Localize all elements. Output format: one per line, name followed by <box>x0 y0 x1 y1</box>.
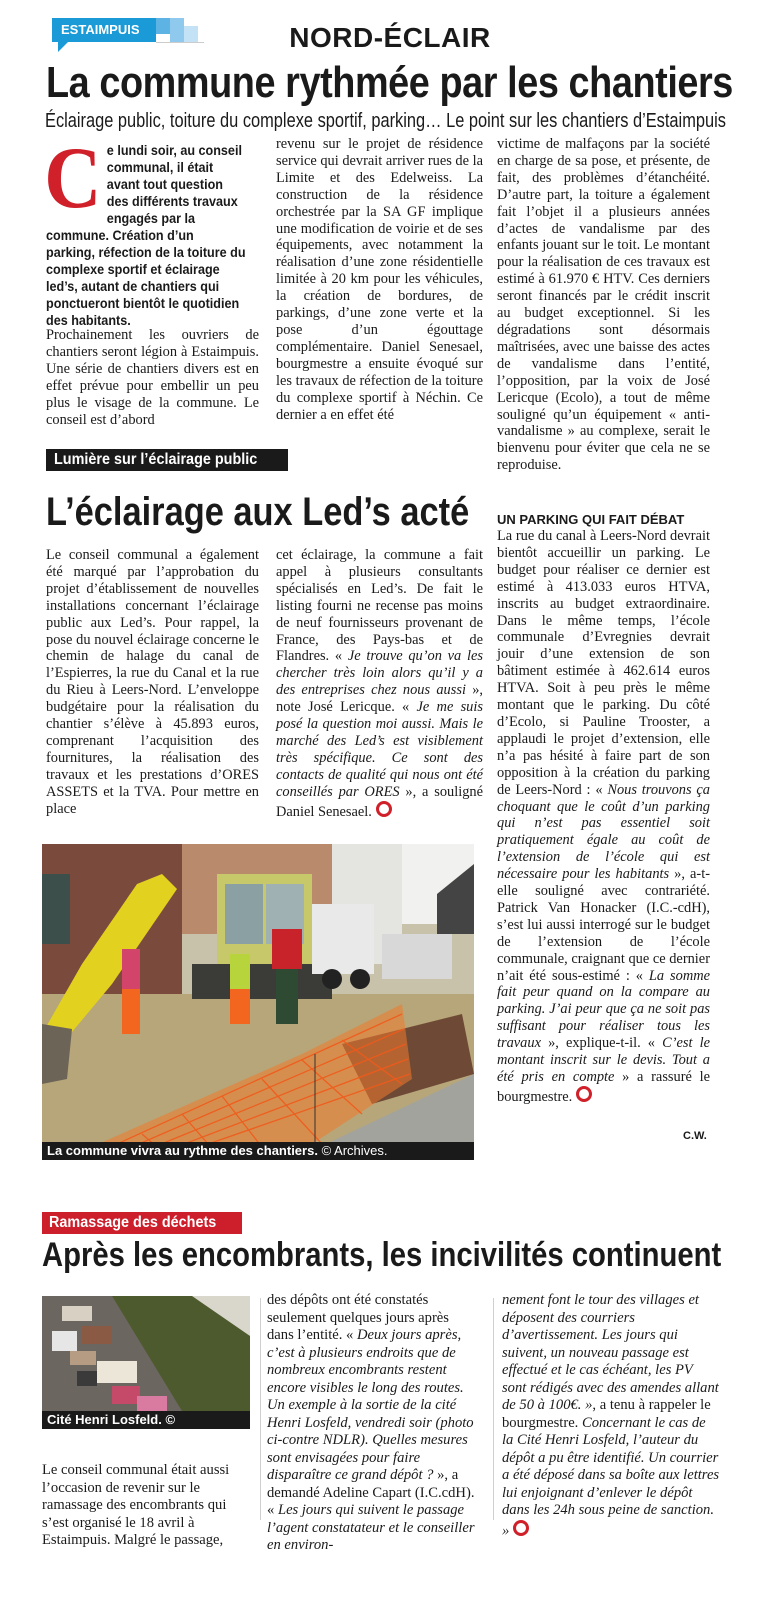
truck <box>312 904 374 974</box>
article3-column-3 <box>502 1292 720 1540</box>
photo-caption <box>42 1142 474 1160</box>
section-label-dechets <box>42 1212 242 1234</box>
construction-site-photo <box>42 844 474 1160</box>
quote-bourgmestre: nement font le tour des villages et déposent des courriers d’avertissement. Les jours qui suivent, un nouveau passage est effectué et le cas échéant, les PV sont rédigés avec des amendes allant de 50 à 100€. » <box>502 1292 719 1413</box>
article2-column-1: Le conseil communal a également été marqué par l’approbation du projet d’établissement de nouvelles installations concernant l’éclairage public aux Led’s. Pour rappel, la pose du nouvel éclairage concerne le chemin de halage du canal de l’Espierres, la rue du Canal et la rue du Rieu à Leers-Nord. L’enveloppe budgétaire pour la réalisation du chantier s’élève à 45.893 euros, comprenant l’acquisition des fournitures, la réalisation des travaux et les prestations d’ORES ASSETS et la TVA. Pour mettre en place <box>46 547 259 817</box>
column-divider <box>493 1298 494 1520</box>
article1-lead-block <box>44 130 268 329</box>
quote-lericque: Je trouve qu’on va les chercher très loin alors qu’il y a des entreprises chez nous aussi <box>276 648 483 699</box>
text-run: , a tenu à rappeler le bourgmestre. <box>502 1397 711 1431</box>
text-run: » a rassuré le bourgmestre. <box>497 1069 710 1105</box>
quote-bourgmestre: Les jours qui suivent le passage l’agent constatateur et le conseiller en environ- <box>267 1502 475 1553</box>
quote-trooster: Nous trouvons ça choquant que le coût d’un parking qui n’est pas essentiel soit pratiquement égale au coût de l’extension de l’école qui est nécessaire pour les habitants <box>497 781 710 883</box>
text-run: », note José Lericque. « <box>276 682 483 716</box>
author-signature: C.W. <box>683 1130 707 1142</box>
article1-lead <box>44 130 246 329</box>
worker <box>230 954 250 989</box>
article2-column-2 <box>276 547 483 821</box>
construction-site-illustration <box>42 844 474 1160</box>
newspaper-masthead: NORD-ÉCLAIR <box>289 22 491 53</box>
article3-column-1: Le conseil communal était aussi l’occasion de revenir sur le ramassage des encombrants qui s’est organisé le 18 avril à Estaimpuis. Malgré le passage, <box>42 1462 230 1548</box>
article3-headline: Après les encombrants, les incivilités continuent <box>42 1236 722 1274</box>
section-label-text: Ramassage des déchets <box>49 1214 217 1231</box>
kicker-estaimpuis: ESTAIMPUIS <box>52 18 156 42</box>
article1-lead-text: e lundi soir, au conseil communal, il était avant tout question des différents travaux engagés par la commune. Création d’un parking, réfection de la toiture du complexe sportif et éclairage led’s, autant de chantiers qui ponctueront bientôt le quotidien des habitants. <box>46 142 246 328</box>
end-of-article-icon <box>513 1520 529 1536</box>
article3-column-2 <box>267 1292 477 1555</box>
photo-caption-text: La commune vivra au rythme des chantiers. <box>47 1143 318 1158</box>
article1-subheadline: Éclairage public, toiture du complexe sportif, parking… Le point sur les chantiers d’Estaimpuis <box>45 110 726 132</box>
text-run: », a-t-elle souligné avec contrariété. Patrick Van Honacker (I.C.-cdH), s’est lui aussi interrogé sur le budget de l’extension de l’école communale, craignant que ce dernier n’ait été sous-estimé : « <box>497 866 710 984</box>
section-label-text: Lumière sur l’éclairage public <box>54 451 258 468</box>
drop-cap: C <box>44 130 102 227</box>
article1-headline: La commune rythmée par les chantiers <box>46 58 733 107</box>
article1-column-3: victime de malfaçons par la société en charge de sa pose, et présente, de fait, des problèmes d’étanchéité. D’autre part, la toiture a également fait l’objet il a plusieurs années d’actes de vandalisme par des enfants jouant sur le toit. Le montant pour la réalisation de ces travaux est estimé à 61.970 € HTV. Ces derniers seront financés par le crédit inscrit au budget exceptionnel. Si les dégradations sont désormais maîtrisées, avec une baisse des actes de vandalisme dans l’entité, l’opposition, par la voix de José Lericque (Ecolo), a tout de même souligné qu’un équipement « anti-vandalisme » au complexe, serait le bienvenu pour éviter que cela ne se reproduise. <box>497 136 710 474</box>
sidebar-heading: UN PARKING QUI FAIT DÉBAT <box>497 512 685 527</box>
end-of-article-icon <box>576 1086 592 1102</box>
photo-caption: Cité Henri Losfeld. © <box>42 1411 250 1429</box>
sidebar-body <box>497 528 710 1106</box>
article2-headline: L’éclairage aux Led’s acté <box>46 490 470 534</box>
text-run: La rue du canal à Leers-Nord devrait bientôt accueillir un parking. Le budget pour réaliser ce dernier est estimé à 413.033 euros HTVA, inscrits au budget extraordinaire. Dans le même temps, l’école communale d’Evregnies devrait jouir d’une extension de son bâtiment estimée à 462.614 euros HTVA. Soit à peu près le même montant que le parking. Du côté d’Ecolo, si Pauline Trooster, a applaudi le projet d’extension, elle n’a pas hésité à faire part de son opposition à la création du parking de Leers-Nord : « <box>497 528 710 798</box>
text-run: des dépôts ont été constatés seulement quelques jours après dans l’entité. « <box>267 1292 449 1343</box>
article1-column-2: revenu sur le projet de résidence service qui devrait arriver rues de la Limite et des Edelweiss. La construction de la résidence orchestrée par la SA GF implique une modification de voirie et de ses équipements, avec notamment la réalisation d’une zone résidentielle limitée à 20 km pour les véhicules, la création de bordures, de parkings, d’une zone verte et la pose d’un égouttage complémentaire. Daniel Senesael, bourgmestre a ensuite évoqué sur les travaux de réfection de la toiture du complexe sportif à Néchin. Ce dernier a en effet été <box>276 136 483 423</box>
end-of-article-icon <box>376 801 392 817</box>
worker <box>122 949 140 989</box>
illegal-dumping-photo <box>42 1296 250 1429</box>
quote-senesael: Je me suis posé la question moi aussi. Mais le marché des Led’s est visiblement très spécifique. Ce sont des contacts de qualité qui nous ont été conseillés par ORES <box>276 699 483 800</box>
section-label-eclairage <box>46 449 288 471</box>
photo-credit: © Archives. <box>321 1143 388 1158</box>
text-run: », a demandé Adeline Capart (I.C.cdH). « <box>267 1467 475 1518</box>
illegal-dumping-illustration <box>42 1296 250 1429</box>
text-run: », explique-t-il. « <box>540 1035 663 1052</box>
text-run: », a souligné Daniel Senesael. <box>276 783 483 820</box>
article1-column-1: Prochainement les ouvriers de chantiers seront légion à Estaimpuis. Une série de chantiers divers est en effet prévue pour embellir un peu plus le visage de la commune. Le conseil est d’abord <box>46 327 259 428</box>
quote-bourgmestre: C’est le montant inscrit sur le devis. Tout a été pris en compte <box>497 1035 710 1085</box>
quote-van-honacker: La somme fait peur quand on la compare au parking. J’ai peur que ça ne soit pas suffisant pour réaliser tous les travaux <box>497 967 710 1052</box>
worker <box>272 929 302 969</box>
column-divider <box>260 1298 261 1520</box>
text-run: cet éclairage, la commune a fait appel à plusieurs consultants spécialisés en Led’s. De fait le listing fourni ne recense pas moins de neuf fournisseurs provenant de France, des Pays-bas et de Flandres. « <box>276 547 483 665</box>
quote-capart: Deux jours après, c’est à plusieurs endroits que de nombreux encombrants restent encore visibles le long des routes. Un exemple à la sortie de la cité Henri Losfeld, vendredi soir (photo ci-contre NDLR). Quelles mesures sont envisagées pour faire disparaître ce grand dépôt ? <box>267 1327 474 1483</box>
quote-bourgmestre: Concernant le cas de la Cité Henri Losfeld, l’auteur du dépôt a pu être identifié. Un courrier a été déposé dans sa boîte aux lettres lui enjoignant d’enlever le dépôt dans les 24h sous peine de sanction. » <box>502 1414 720 1539</box>
